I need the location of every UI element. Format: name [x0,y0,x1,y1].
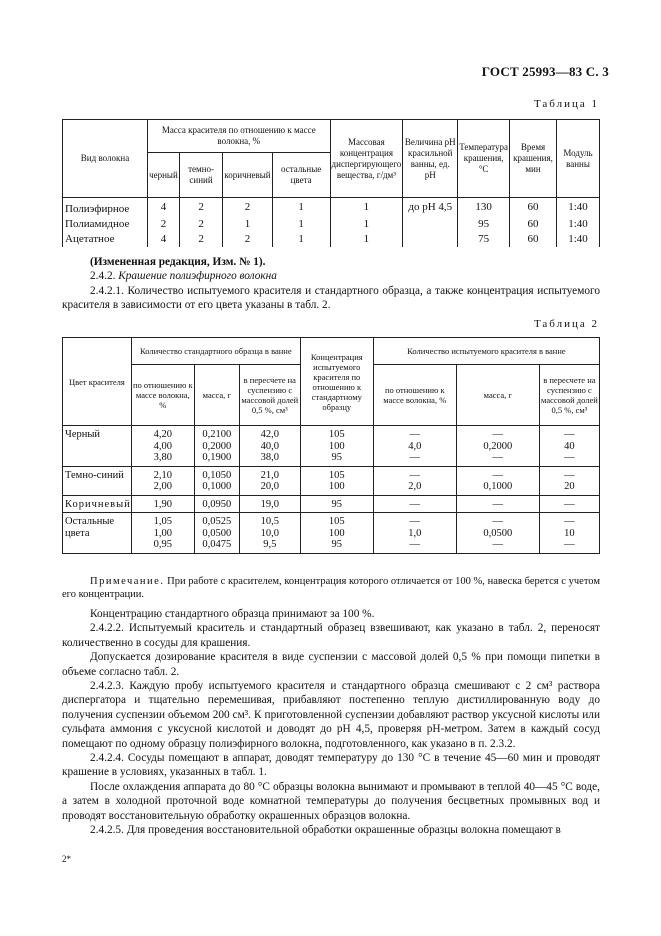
t1-cell: 1 [272,198,330,218]
t1-cell: 1 [330,232,403,247]
value: 95 [331,539,343,550]
value: 0,2000 [202,440,232,452]
t2-h-std-group: Количество стандартного образца в ванне [131,338,300,365]
t2-color: Остальные цвета [63,513,132,554]
t2-cell [456,513,539,554]
value: — [492,452,504,463]
paragraph: 2.4.2.1. Количество испытуемого красителя и стандартного образца, а также концентрация испытуемого красителя в зависимости от его цвета указаны в табл. 2. [62,284,600,312]
value: 20,0 [260,481,279,492]
value: — [564,469,575,481]
table-row [63,513,600,554]
value: — [492,429,504,440]
value: 3,80 [153,452,172,463]
value: — [564,452,575,463]
t1-fiber: Полиамидное [63,217,148,232]
paragraph: 2.4.2.2. Испытуемый краситель и стандартный образец взвешивают, как указано в табл. 2, переносят количественно в сосуды для крашения. [62,622,600,649]
t1-cell: 2 [223,198,273,218]
t1-cell: 2 [179,198,222,218]
edition-note: (Измененная редакция, Изм. № 1). [90,256,266,268]
value: 2,00 [153,481,172,492]
t1-cell: 2 [179,217,222,232]
value: 4,0 [408,440,422,452]
t2-cell [194,466,239,495]
t1-cell: 4 [148,198,180,218]
value: 21,0 [260,469,279,481]
value: 0,2100 [202,429,232,440]
value: 10,5 [260,516,279,527]
t1-h-brown: коричневый [223,153,273,198]
t2-cell [300,466,373,495]
value: 100 [328,440,345,452]
t2-cell: 95 [300,495,373,513]
t2-cell: — [539,495,599,513]
t2-cell: — [456,495,539,513]
value: — [409,539,421,550]
t2-h-test-group: Количество испытуемого красителя в ванне [373,338,599,365]
value: 0,95 [153,539,172,550]
table-row [63,426,600,467]
t2-h-std-pct: по отношению к массе волокна, % [131,365,194,426]
value: 0,0475 [202,539,232,550]
table1-caption: Таблица 1 [533,98,599,110]
t2-cell [300,426,373,467]
value: — [492,469,504,481]
value: 0,1000 [483,481,513,492]
value: 105 [328,516,345,527]
value: — [492,539,504,550]
table1 [62,119,600,247]
table-row [63,217,600,232]
paragraph: Концентрацию стандартного образца принимают за 100 %. [90,608,375,620]
t1-cell: 1 [330,217,403,232]
t2-h-std-mass: масса, г [194,365,239,426]
value: 0,1050 [202,469,232,481]
value: — [409,469,421,481]
page-header: ГОСТ 25993—83 С. 3 [481,64,609,79]
value: 0,2000 [483,440,513,452]
section-2-4-2 [62,269,600,283]
t1-cell: до pH 4,5 [403,198,458,218]
note-text: При работе с красителем, концентрация которого отличается от 100 %, навеска берется с учетом его концентрации. [62,576,600,600]
t2-cell [373,426,456,467]
t2-cell: 1,90 [131,495,194,513]
section-title: Крашение полиэфирного волокна [118,270,277,283]
paragraph: 2.4.2.5. Для проведения восстановительной обработки окрашенные образцы волокна помещают в [90,824,561,837]
paragraph: Допускается дозирование красителя в виде суспензии с массовой долей 0,5 % при помощи пипетки в объеме согласно табл. 2. [62,651,600,678]
value: 100 [328,481,345,492]
t1-cell: 60 [510,198,557,218]
table-row [63,495,600,513]
t1-cell: 1:40 [557,198,600,218]
t1-cell [403,217,458,232]
t1-cell: 1 [223,217,273,232]
value: 2,0 [408,481,422,492]
t2-cell [539,426,599,467]
t1-h-ph: Величина pH красильной ванны, ед. pH [403,120,458,198]
value: 20 [564,481,575,492]
t2-h-test-pct: по отношению к массе волокна, % [373,365,456,426]
t1-fiber: Полиэфирное [63,198,148,218]
t1-h-temp: Температура крашения, °С [458,120,510,198]
paragraph: 2.4.2.4. Сосуды помещают в аппарат, доводят температуру до 130 °С в течение 45—60 мин и проводят крашение в условиях, указанных в табл. 1. [62,752,600,779]
t1-cell: 1 [272,217,330,232]
value: 105 [328,469,345,481]
t1-h-black: черный [148,153,180,198]
value: — [564,539,575,550]
t1-cell: 4 [148,232,180,247]
value: 105 [328,429,345,440]
table2-caption: Таблица 2 [533,318,599,330]
t1-h-other: остальные цвета [272,153,330,198]
value: 4,20 [153,429,172,440]
value: 100 [328,527,345,539]
t1-cell: 60 [510,217,557,232]
t2-cell: 19,0 [239,495,300,513]
t1-cell: 130 [458,198,510,218]
value: 1,00 [153,527,172,539]
t2-cell [131,466,194,495]
value: 42,0 [260,429,279,440]
t1-h-mass-group: Масса красителя по отношению к массе волокна, % [148,120,331,153]
t1-h-conc: Массовая концентрация диспергирующего вещества, г/дм³ [330,120,403,198]
section-number: 2.4.2. [90,270,116,283]
body-text [62,575,600,838]
t1-cell: 1:40 [557,232,600,247]
table2 [62,337,600,554]
value: 10,0 [260,527,279,539]
t2-cell [131,426,194,467]
t2-cell [373,513,456,554]
page-footer: 2* [62,854,71,864]
t1-cell: 2 [223,232,273,247]
table-note [62,575,600,601]
t2-cell [539,513,599,554]
t2-h-std-susp: в пересчете на суспензию с массовой долей 0,5 %, см³ [239,365,300,426]
value: 40 [564,440,575,452]
t1-cell: 1:40 [557,217,600,232]
value: 9,5 [263,539,277,550]
value: 2,10 [153,469,172,481]
t1-h-navy: темно-синий [179,153,222,198]
t2-cell [539,466,599,495]
value: — [492,516,504,527]
t1-cell [403,232,458,247]
t2-cell [239,426,300,467]
t1-cell: 60 [510,232,557,247]
t2-cell: 0,0950 [194,495,239,513]
t2-cell [239,513,300,554]
t2-cell [373,466,456,495]
t1-cell: 75 [458,232,510,247]
value: — [409,452,421,463]
value: 40,0 [260,440,279,452]
t2-h-test-susp: в пересчете на суспензию с массовой долей 0,5 %, см³ [539,365,599,426]
t1-cell: 2 [148,217,180,232]
value: 4,00 [153,440,172,452]
value: — [409,516,421,527]
t2-h-test-mass: масса, г [456,365,539,426]
t1-fiber: Ацетатное [63,232,148,247]
value: 1,0 [408,527,422,539]
value: 0,1000 [202,481,232,492]
t2-cell [456,466,539,495]
t1-h-mod: Модуль ванны [557,120,600,198]
t2-color: Коричневый [63,495,132,513]
t2-cell [239,466,300,495]
t2-cell [194,426,239,467]
table-row [63,232,600,247]
t2-color: Темно-синий [63,466,132,495]
t2-h-conc: Концентрация испытуемого красителя по отношению к стандартному образцу [300,338,373,426]
value: — [564,516,575,527]
value: 38,0 [260,452,279,463]
value: — [564,429,575,440]
t1-cell: 95 [458,217,510,232]
t2-cell [300,513,373,554]
table-row [63,198,600,218]
paragraph: 2.4.2.3. Каждую пробу испытуемого красителя и стандартного образца смешивают с 2 см³ раствора диспергатора и тщательно перемешивая, прибавляют постепенно теплую дистиллированную воду до получения суспензии объемом 200 см³. К приготовленной суспензии добавляют раствор уксусной кислоты или сульфата аммония с уксусной кислотой и доводят до pH 4,5, проверяя pH-метром. Затем в каждый сосуд помещают по одному образцу полиэфирного волокна, подготовленного, как указано в п. 2.3.2. [62,680,600,750]
value: 10 [564,527,575,539]
t2-cell [131,513,194,554]
t2-color: Черный [63,426,132,467]
t2-h-color: Цвет красителя [63,338,132,426]
note-label: Примечание. [90,576,165,587]
value: 0,0525 [202,516,232,527]
table-row [63,466,600,495]
t1-cell: 1 [272,232,330,247]
t1-h-time: Время крашения, мин [510,120,557,198]
value: 95 [331,452,343,463]
t2-cell [456,426,539,467]
t1-cell: 2 [179,232,222,247]
value: 0,0500 [483,527,513,539]
t1-cell: 1 [330,198,403,218]
value: 1,05 [153,516,172,527]
value: 0,1900 [202,452,232,463]
t1-h-fiber: Вид волокна [63,120,148,198]
value: 0,0500 [202,527,232,539]
section-text [62,255,600,313]
t2-cell: — [373,495,456,513]
t2-cell [194,513,239,554]
paragraph: После охлаждения аппарата до 80 °С образцы волокна вынимают и промывают в теплой 40—45 °С воде, а затем в холодной проточной воде комнатной температуры до получения бесцветных промывных вод и проводят восстановительную обработку окрашенных образцов волокна. [62,780,600,822]
value: — [409,429,421,440]
